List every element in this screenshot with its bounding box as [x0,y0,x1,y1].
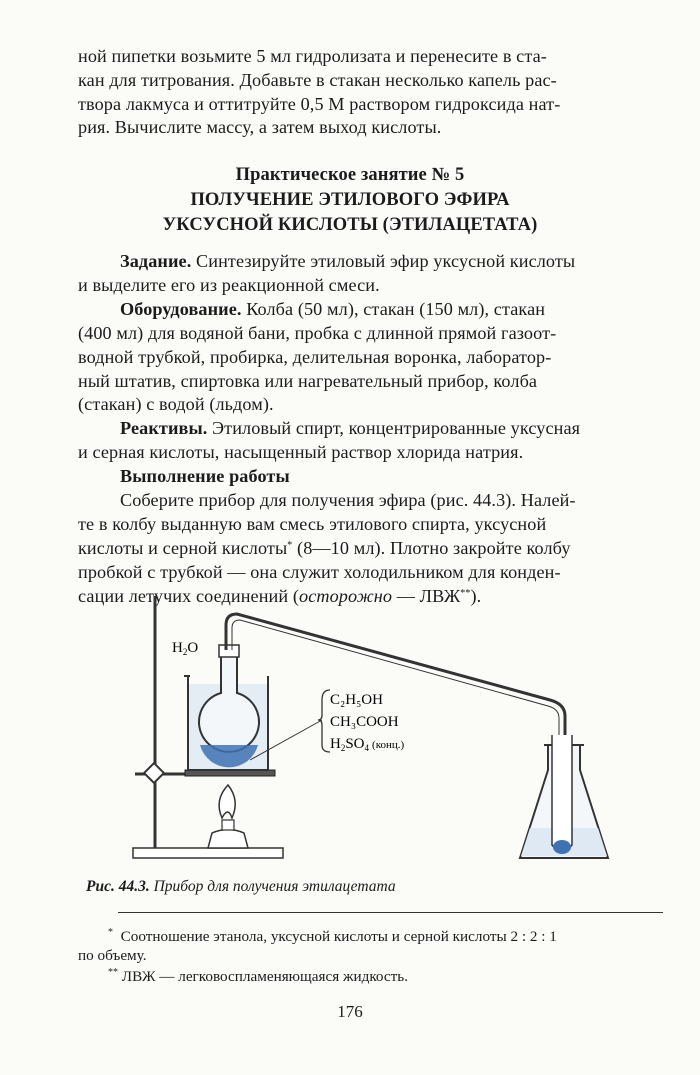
procedure-text-5c: ). [470,586,482,606]
footnote-1-line-1 [108,926,557,947]
reagents-text-1: Этиловый спирт, концентрированные уксусная [207,418,581,438]
reagent-bracket [318,690,330,752]
footnote-2-mark: ** [108,967,118,978]
footnote-1-mark: * [108,927,113,938]
equipment-line-1 [120,298,545,321]
intro-line-1: ной пипетки возьмите 5 мл гидролизата и перенесите в ста- [78,46,547,66]
intro-line-2: кан для титрования. Добавьте в стакан несколько капель рас- [78,70,557,90]
footnote-ref-1: * [287,540,293,551]
task-line-1 [120,250,575,273]
procedure-line-3 [78,537,571,560]
footnote-ref-2: ** [460,588,471,599]
practical-title: Практическое занятие № 5 [235,165,465,185]
test-tube [552,735,572,852]
equipment-line-2: (400 мл) для водяной бани, пробка с длинной прямой газоот- [78,323,557,343]
footnote-2-text: ЛВЖ — легковоспламеняющаяся жидкость. [121,968,409,985]
procedure-line-2: те в колбу выданную вам смесь этилового спирта, уксусной [78,514,547,534]
task-label: Задание. [120,251,192,271]
figure-caption [86,878,396,896]
stopper [219,645,239,657]
equipment-line-5: (стакан) с водой (льдом). [78,394,274,414]
flask [199,650,259,752]
caution-word: осторожно [299,586,393,606]
procedure-line-4: пробкой с трубкой — она служит холодильником для конден- [78,562,561,582]
ester-drop [553,840,571,854]
reagents-line-2: и серная кислоты, насыщенный раствор хлорида натрия. [78,442,524,462]
footnote-1-text: Соотношение этанола, уксусной кислоты и серной кислоты 2 : 2 : 1 [120,928,557,945]
burner-flame [219,785,235,818]
spirit-lamp [208,830,248,849]
procedure-text-5b: — ЛВЖ [392,586,461,606]
caption-text: Прибор для получения этилацетата [149,878,396,895]
reagents-label: Реактивы. [120,418,208,438]
page-number: 176 [337,1002,363,1021]
reagent-acetic-acid: CH₃COOH [330,714,399,730]
stand-base [133,848,283,858]
procedure-text-3b: (8—10 мл). Плотно закройте колбу [292,538,571,558]
equipment-label: Оборудование. [120,299,242,319]
clamp-knob [144,763,164,783]
footnote-divider [118,912,663,913]
practical-subtitle-2: УКСУСНОЙ КИСЛОТЫ (ЭТИЛАЦЕТАТА) [162,215,538,235]
procedure-heading: Выполнение работы [120,466,290,486]
intro-line-4: рия. Вычислите массу, а затем выход кислоты. [78,117,442,137]
practical-subtitle-1: ПОЛУЧЕНИЕ ЭТИЛОВОГО ЭФИРА [190,190,510,210]
reagents-line-1 [120,417,580,440]
equipment-line-3: водной трубкой, пробирка, делительная воронка, лаборатор- [78,347,552,367]
caption-label: Рис. 44.3. [86,878,150,895]
procedure-text-3a: кислоты и серной кислоты [78,538,288,558]
footnote-1-line-2: по объему. [78,947,147,964]
water-label: $H_2O$ [172,640,199,657]
equipment-line-4: ный штатив, спиртовка или нагревательный прибор, колба [78,371,538,391]
task-line-2: и выделите его из реакционной смеси. [78,275,380,295]
intro-line-3: твора лакмуса и оттитруйте 0,5 М раствором гидроксида нат- [78,94,561,114]
procedure-text-5a: сации летучих соединений ( [78,586,300,606]
task-text-1: Синтезируйте этиловый эфир уксусной кислоты [191,251,576,271]
apparatus-figure [0,590,700,875]
equipment-text-1: Колба (50 мл), стакан (150 мл), стакан [241,299,546,319]
reagent-ethanol: C₂H₅OH [330,692,383,708]
footnote-2 [108,966,408,987]
reagent-sulfuric-acid: $H_2SO_4$ $^{(конц.)}$ [330,736,405,753]
procedure-line-1: Соберите прибор для получения эфира (рис. 44.3). Налей- [120,490,576,510]
